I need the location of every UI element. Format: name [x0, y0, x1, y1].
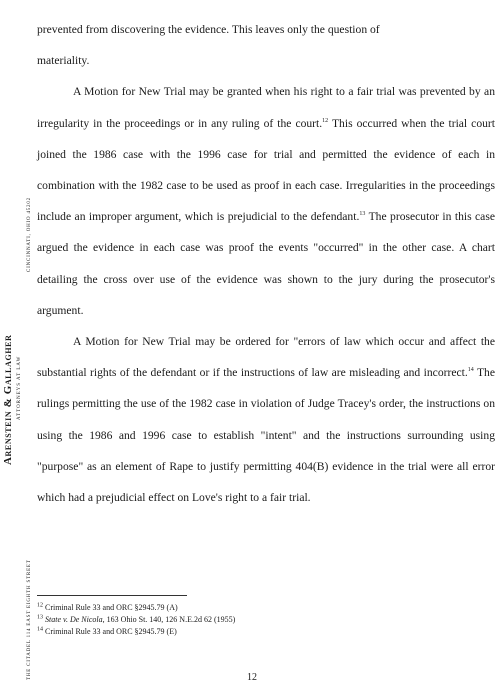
- footnote-ref-14: 14: [467, 367, 474, 374]
- footnote-13-citation: , 163 Ohio St. 140, 126 N.E.2d 62 (1955): [102, 615, 236, 624]
- footnote-12: [37, 602, 337, 614]
- footnote-14-text: Criminal Rule 33 and ORC §2945.79 (E): [45, 627, 177, 636]
- footnote-13-number: 13: [37, 614, 43, 621]
- letterhead: [0, 197, 40, 680]
- paragraph-2-part-3: The prosecutor in this case argued the evidence in each case was proof the events "occurred" in the other case. A chart detailing the cross over use of the evidence was shown to the jury during the prosecutor's argument.: [37, 210, 495, 317]
- document-body: [37, 14, 495, 513]
- footnotes: [37, 595, 337, 638]
- firm-subtitle: ATTORNEYS AT LAW: [17, 355, 22, 420]
- footnote-12-text: Criminal Rule 33 and ORC §2945.79 (A): [45, 603, 178, 612]
- footnote-12-number: 12: [37, 602, 43, 609]
- footnote-divider: [37, 595, 187, 596]
- footnote-14-number: 14: [37, 626, 43, 633]
- paragraph-3-part-1: A Motion for New Trial may be ordered for "errors of law which occur and affect the substantial rights of the defendant or if the instructions of law are misleading and incorrect.: [37, 335, 495, 380]
- firm-address: THE CITADEL 114 EAST EIGHTH STREET: [27, 559, 32, 680]
- page-number: 12: [247, 672, 257, 683]
- paragraph-1-line-2: materiality.: [37, 54, 90, 68]
- firm-city: CINCINNATI, OHIO 45202: [27, 197, 32, 272]
- footnote-13-case-name: State v. De Nicola: [45, 615, 103, 624]
- firm-name: Arenstein & Gallagher: [2, 334, 14, 465]
- footnote-13: [37, 614, 337, 626]
- paragraph-1-line-1: prevented from discovering the evidence. This leaves only the question of: [37, 23, 380, 36]
- paragraph-2-part-2: This occurred when the trial court joined the 1986 case with the 1996 case for trial and permitted the evidence of each in combination with the 1982 case to be used as proof in each case. Irregularities in the proceedings include an improper argument, which is prejudicial to the defendant.: [37, 116, 495, 224]
- footnote-14: [37, 626, 337, 638]
- footnote-ref-13: 13: [359, 211, 366, 218]
- footnote-ref-12: 12: [322, 117, 329, 124]
- paragraph-3: [37, 326, 495, 513]
- paragraph-2: [37, 76, 495, 326]
- paragraph-3-part-2: The rulings permitting the use of the 1982 case in violation of Judge Tracey's order, the instructions on using the 1986 and 1996 case to establish "intent" and the instructions surrounding using "purpose" as an element of Rape to justify permitting 404(B) evidence in the trial were all error which had a prejudicial effect on Love's right to a fair trial.: [37, 366, 495, 505]
- paragraph-2-part-1: A Motion for New Trial may be granted when his right to a fair trial was prevented by an irregularity in the proceedings or in any ruling of the court.: [37, 85, 495, 130]
